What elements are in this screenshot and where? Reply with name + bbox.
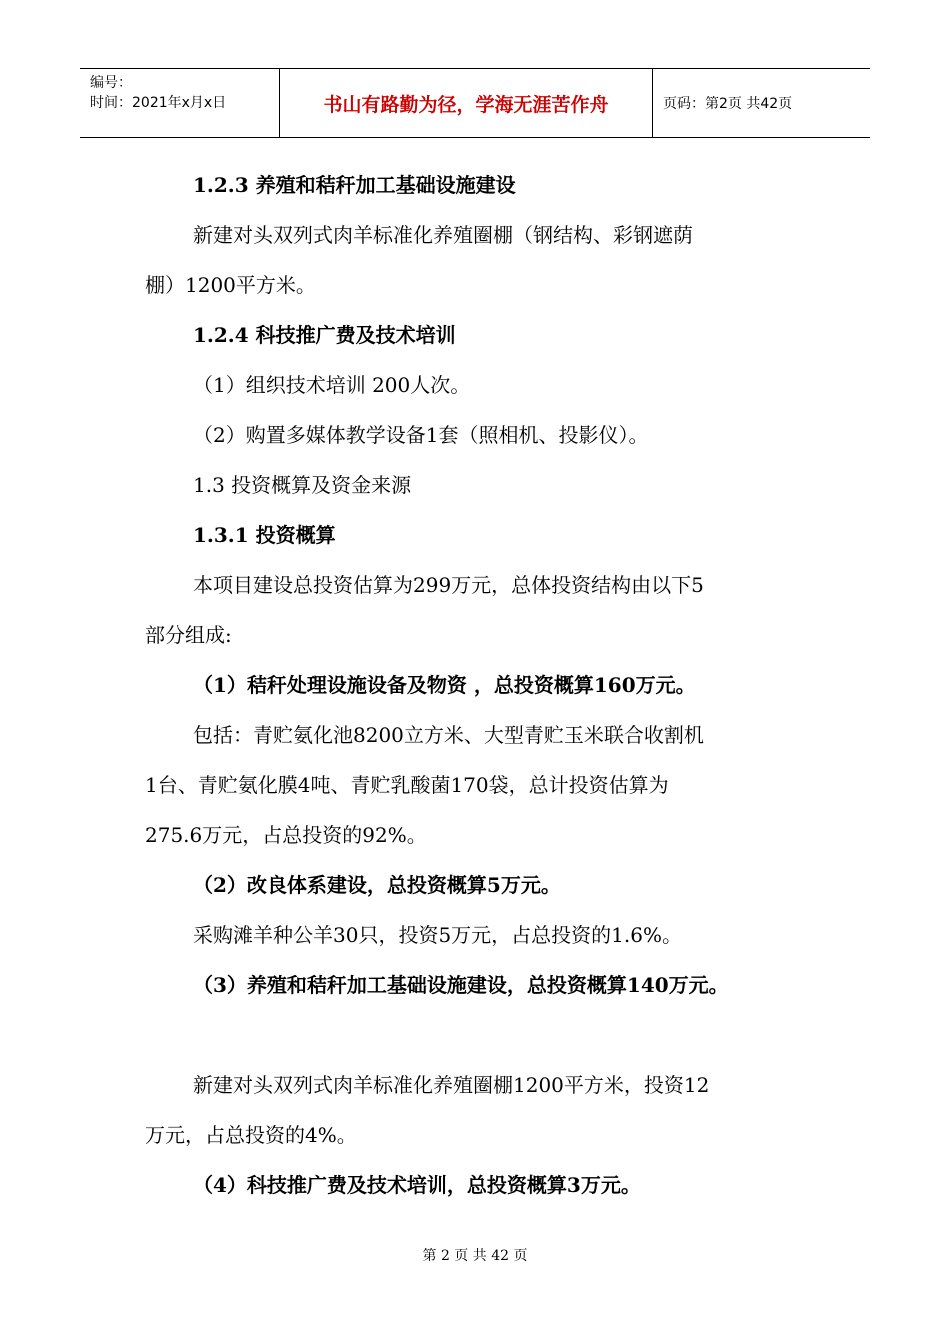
list-item: （2）购置多媒体教学设备1套（照相机、投影仪）。 (193, 423, 649, 447)
paragraph-line: 包括：青贮氨化池8200立方米、大型青贮玉米联合收割机 (193, 723, 704, 747)
header-page-info: 页码：第2页 共42页 (663, 96, 793, 112)
header-info-cell (80, 69, 280, 137)
paragraph-line: 275.6万元，占总投资的92%。 (145, 823, 427, 847)
subsection-heading: （4）科技推广费及技术培训，总投资概算3万元。 (193, 1173, 641, 1197)
document-number: 编号： (90, 75, 132, 91)
header-motto: 书山有路勤为径，学海无涯苦作舟 (280, 69, 653, 137)
section-heading: 1.2.4 科技推广费及技术培训 (193, 323, 456, 347)
document-date: 时间：2021年x月x日 (90, 95, 227, 111)
subsection-heading: （1）秸秆处理设施设备及物资 ，总投资概算160万元。 (193, 673, 696, 697)
paragraph-line: 棚）1200平方米。 (145, 273, 316, 297)
section-heading: 1.2.3 养殖和秸秆加工基础设施建设 (193, 173, 516, 197)
page-footer: 第 2 页 共 42 页 (422, 1248, 528, 1264)
subsection-heading: （3）养殖和秸秆加工基础设施建设，总投资概算140万元。 (193, 973, 729, 997)
paragraph-line: 本项目建设总投资估算为299万元，总体投资结构由以下5 (193, 573, 704, 597)
subsection-heading: （2）改良体系建设，总投资概算5万元。 (193, 873, 561, 897)
paragraph-line: 万元，占总投资的4%。 (145, 1123, 357, 1147)
paragraph-line: 1台、青贮氨化膜4吨、青贮乳酸菌170袋，总计投资估算为 (145, 773, 669, 797)
page-header (80, 68, 870, 138)
document-body (145, 160, 810, 1210)
paragraph-line: 部分组成: (145, 623, 232, 647)
section-heading: 1.3.1 投资概算 (193, 523, 336, 547)
paragraph-line: 新建对头双列式肉羊标准化养殖圈棚1200平方米，投资12 (193, 1073, 710, 1097)
paragraph-line: 采购滩羊种公羊30只，投资5万元，占总投资的1.6%。 (193, 923, 682, 947)
list-item: （1）组织技术培训 200人次。 (193, 373, 471, 397)
paragraph-line: 新建对头双列式肉羊标准化养殖圈棚（钢结构、彩钢遮荫 (193, 223, 693, 247)
blank-line (145, 1010, 810, 1060)
section-heading: 1.3 投资概算及资金来源 (193, 473, 412, 497)
